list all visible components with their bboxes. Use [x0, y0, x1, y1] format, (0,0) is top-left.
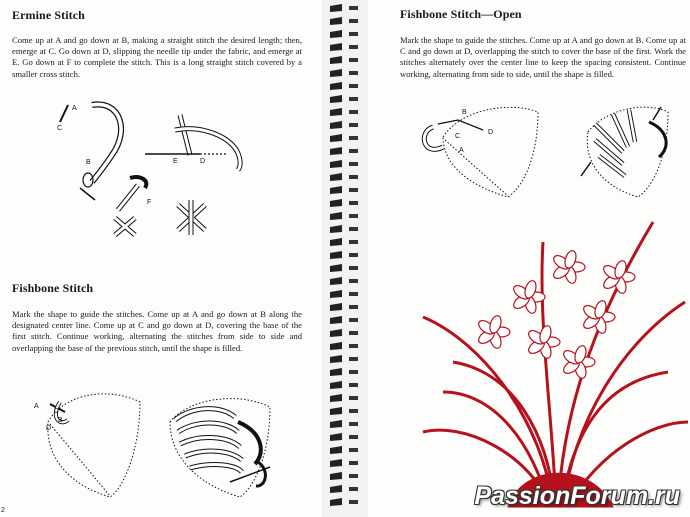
binding-hole: [349, 383, 358, 387]
fishbone-open-title: Fishbone Stitch—Open: [400, 7, 522, 21]
open-label-b: B: [462, 109, 467, 116]
spiral-ring: [330, 186, 342, 194]
spiral-ring: [330, 17, 342, 25]
binding-hole: [349, 357, 358, 361]
binding-hole: [349, 162, 358, 166]
spiral-ring: [330, 69, 342, 77]
fishbone-label-c: C: [54, 408, 60, 415]
binding-hole: [349, 318, 358, 322]
spiral-ring: [330, 485, 342, 493]
open-label-a: A: [459, 147, 464, 154]
binding-hole: [349, 279, 358, 283]
watermark: PassionForum.ru: [474, 482, 680, 510]
iris-leaf: [563, 302, 685, 507]
ermine-label-b: B: [86, 159, 91, 166]
spiral-ring: [330, 329, 342, 337]
binding-hole: [349, 45, 358, 49]
iris-flower: [476, 314, 510, 349]
ermine-stitch-title: Ermine Stitch: [12, 8, 85, 22]
spiral-ring: [330, 238, 342, 246]
spiral-ring: [330, 30, 342, 38]
binding-hole: [349, 370, 358, 374]
spiral-ring: [330, 433, 342, 441]
ermine-stitch-instructions: Come up at A and go down at B, making a straight stitch the desired length; then, emerge at C. Go down at D, slipping the needle tip under the fabric, and emerge at E. Go down at F to complete the stitch. This is a long straight stitch covered by a smaller cross stitch.: [12, 35, 302, 79]
binding-hole: [349, 461, 358, 465]
left-page: [0, 0, 322, 517]
binding-hole: [349, 19, 358, 23]
spiral-ring: [330, 316, 342, 324]
spiral-ring: [330, 82, 342, 90]
iris-flower: [511, 279, 545, 314]
spiral-ring: [330, 498, 342, 506]
spiral-ring: [330, 420, 342, 428]
binding-hole: [349, 188, 358, 192]
spiral-ring: [330, 303, 342, 311]
spiral-ring: [330, 355, 342, 363]
iris-flower: [551, 249, 585, 284]
fishbone-stitch-diagram: [30, 392, 280, 502]
binding-hole: [349, 500, 358, 504]
binding-hole: [349, 97, 358, 101]
spiral-ring: [330, 342, 342, 350]
spiral-ring: [330, 394, 342, 402]
binding-hole: [349, 344, 358, 348]
spiral-ring: [330, 160, 342, 168]
binding-hole: [349, 331, 358, 335]
spiral-ring: [330, 212, 342, 220]
right-page: [368, 0, 690, 517]
binding-hole: [349, 175, 358, 179]
binding-hole: [349, 149, 358, 153]
binding-hole: [349, 435, 358, 439]
binding-hole: [349, 32, 358, 36]
fishbone-label-d: D: [46, 425, 52, 432]
binding-hole: [349, 253, 358, 257]
ermine-stitch-diagram: [50, 100, 270, 250]
binding-hole: [349, 110, 358, 114]
binding-hole: [349, 201, 358, 205]
binding-hole: [349, 136, 358, 140]
spiral-ring: [330, 43, 342, 51]
spiral-ring: [330, 264, 342, 272]
binding-hole: [349, 266, 358, 270]
binding-hole: [349, 292, 358, 296]
binding-hole: [349, 474, 358, 478]
ermine-label-d: D: [200, 158, 206, 165]
spiral-ring: [330, 381, 342, 389]
spiral-ring: [330, 459, 342, 467]
binding-hole: [349, 487, 358, 491]
spiral-ring: [330, 173, 342, 181]
spiral-ring: [330, 446, 342, 454]
spiral-ring: [330, 95, 342, 103]
spiral-ring: [330, 368, 342, 376]
binding-hole: [349, 6, 358, 10]
spiral-ring: [330, 472, 342, 480]
binding-hole: [349, 240, 358, 244]
binding-hole: [349, 123, 358, 127]
ermine-label-a: A: [72, 105, 77, 112]
spiral-ring: [330, 108, 342, 116]
spiral-ring: [330, 56, 342, 64]
binding-hole: [349, 305, 358, 309]
spiral-ring: [330, 277, 342, 285]
binding-hole: [349, 71, 358, 75]
ermine-label-c: C: [57, 125, 63, 132]
ermine-label-f: F: [147, 199, 152, 206]
spiral-rings: [322, 0, 368, 517]
iris-illustration: [423, 222, 688, 512]
spiral-binding: [322, 0, 368, 517]
open-label-c: C: [455, 133, 461, 140]
fishbone-label-b: B: [58, 417, 63, 424]
fishbone-open-diagram: [413, 102, 673, 202]
spiral-ring: [330, 121, 342, 129]
binding-hole: [349, 214, 358, 218]
spiral-ring: [330, 134, 342, 142]
fishbone-label-a: A: [34, 403, 39, 410]
binding-hole: [349, 396, 358, 400]
spiral-ring: [330, 407, 342, 415]
iris-flower: [526, 324, 560, 359]
binding-hole: [349, 227, 358, 231]
binding-hole: [349, 84, 358, 88]
fishbone-stitch-instructions: Mark the shape to guide the stitches. Come up at A and go down at B along the designated center line. Come up at C and go down at D, covering the base of the first stitch. Continue working, alternating the stitches from side to side and overlapping the base of the previous stitch, until the shape is filled.: [12, 309, 302, 353]
spiral-ring: [330, 4, 342, 12]
spiral-ring: [330, 199, 342, 207]
binding-hole: [349, 422, 358, 426]
page-number: 2: [1, 507, 5, 514]
spiral-ring: [330, 225, 342, 233]
ermine-label-e: E: [173, 158, 178, 165]
fishbone-stitch-title: Fishbone Stitch: [12, 281, 94, 295]
spiral-ring: [330, 290, 342, 298]
open-label-d: D: [488, 129, 494, 136]
binding-hole: [349, 409, 358, 413]
binding-hole: [349, 448, 358, 452]
binding-hole: [349, 58, 358, 62]
spiral-ring: [330, 147, 342, 155]
spiral-ring: [330, 251, 342, 259]
fishbone-open-instructions: Mark the shape to guide the stitches. Come up at A and go down at B. Come up at C and go down at D, overlapping the stitch to cover the base of the first. Work the stitches alternately over the center line to keep the spacing consistent. Continue working, alternating from side to side, until the shape is filled.: [400, 35, 686, 79]
